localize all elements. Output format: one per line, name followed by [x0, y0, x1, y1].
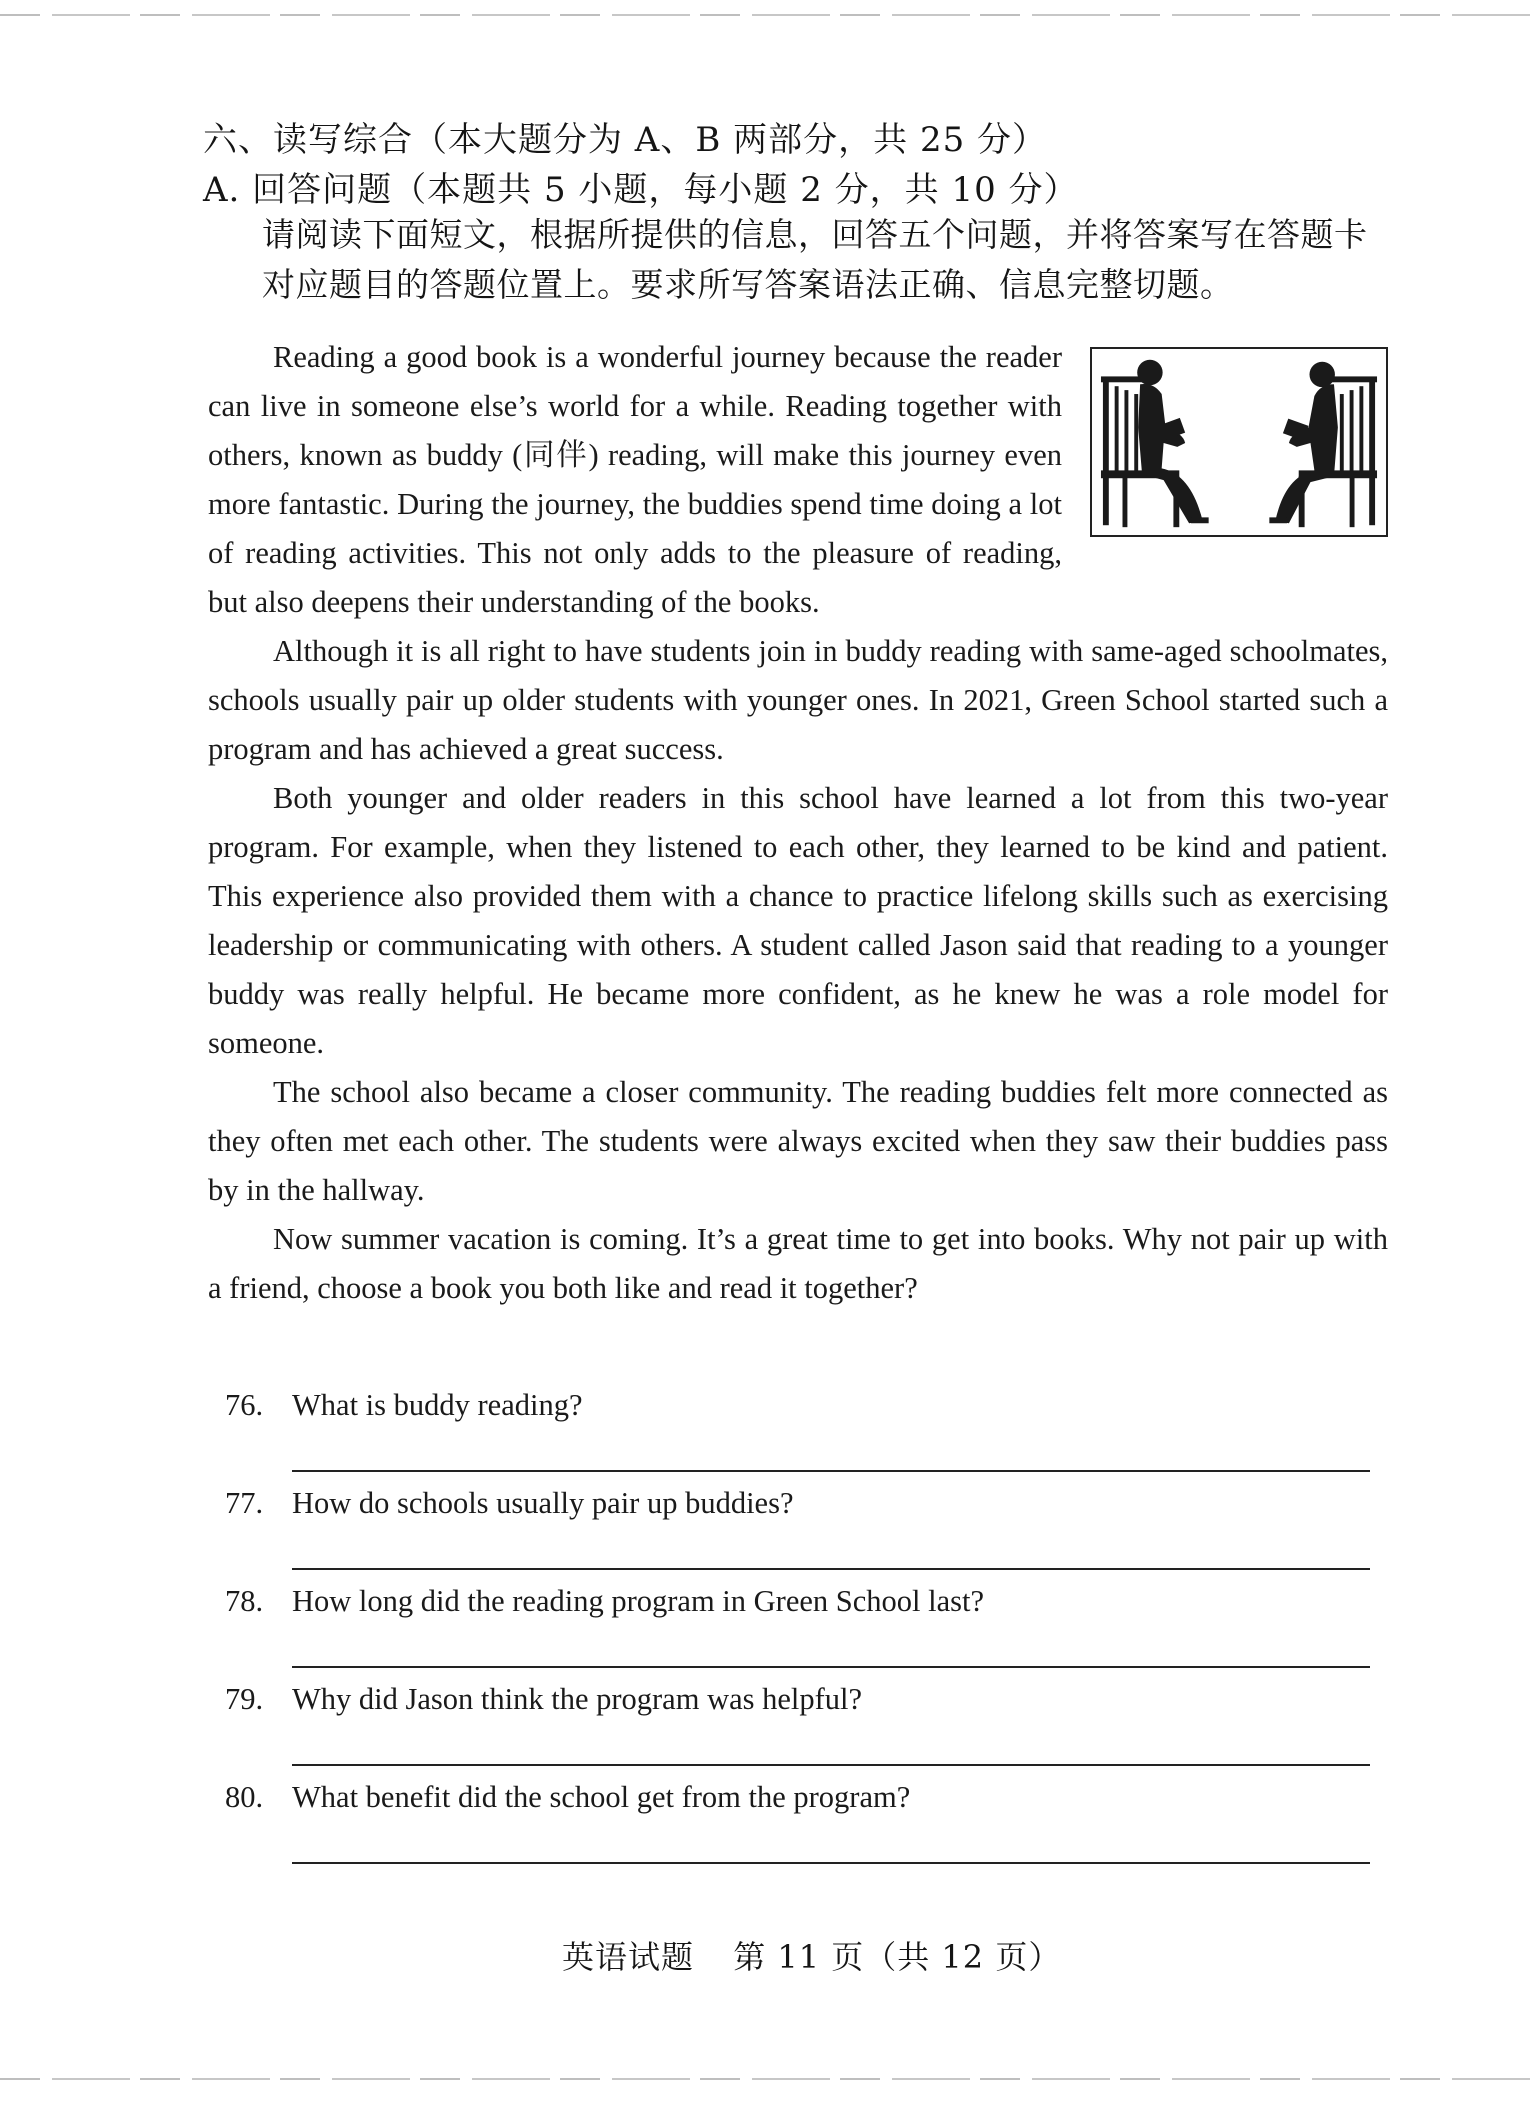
- buddy-reading-illustration: [1090, 347, 1388, 537]
- passage-paragraph-5: Now summer vacation is coming. It’s a great time to get into books. Why not pair up with a friend, choose a book you both like and read it together?: [208, 1222, 1388, 1305]
- passage-paragraph-2: Although it is all right to have students join in buddy reading with same-aged schoolmates, schools usually pair up older students with younger ones. In 2021, Green School started such a program and has achieved a great success.: [208, 634, 1388, 766]
- question-number: 77.: [225, 1486, 264, 1520]
- question-77: [220, 1486, 1380, 1584]
- instructions: 请阅读下面短文，根据所提供的信息，回答五个问题，并将答案写在答题卡对应题目的答题位置上。要求所写答案语法正确、信息完整切题。: [262, 215, 1368, 304]
- question-number: 79.: [225, 1682, 264, 1716]
- scan-edge-bottom: [0, 2078, 1535, 2080]
- question-79: [220, 1682, 1380, 1780]
- section-title: 六、读写综合（本大题分为 A、B 两部分，共 25 分）: [203, 120, 1048, 160]
- passage-paragraph-3: Both younger and older readers in this school have learned a lot from this two-year program. For example, when they listened to each other, they learned to be kind and patient. This experience also provided them with a chance to practice lifelong skills such as exercising leadership or communicating with others. A student called Jason said that reading to a younger buddy was really helpful. He became more confident, as he knew he was a role model for someone.: [208, 781, 1388, 1060]
- question-number: 80.: [225, 1780, 264, 1814]
- question-text: What is buddy reading?: [292, 1388, 583, 1422]
- reading-silhouettes-icon: [1092, 349, 1386, 535]
- question-text: How long did the reading program in Green School last?: [292, 1584, 985, 1618]
- question-list: [220, 1388, 1380, 1878]
- answer-line-76[interactable]: [292, 1470, 1370, 1472]
- passage-paragraph-4: The school also became a closer community. The reading buddies felt more connected as they often met each other. The students were always excited when they saw their buddies pass by in the hallway.: [208, 1075, 1388, 1207]
- scan-edge-top: [0, 14, 1535, 16]
- footer-subject: 英语试题: [562, 1938, 695, 1976]
- question-text: How do schools usually pair up buddies?: [292, 1486, 794, 1520]
- question-76: [220, 1388, 1380, 1486]
- question-number: 76.: [225, 1388, 264, 1422]
- passage-paragraph-1: Reading a good book is a wonderful journey because the reader can live in someone else’s world for a while. Reading together with others, known as buddy (同伴) reading, will make this journey even more fantastic. During the journey, the buddies spend time doing a lot of reading activities. This not only adds to the pleasure of reading, but also deepens their understanding of the books.: [208, 340, 1062, 619]
- question-text: Why did Jason think the program was helpful?: [292, 1682, 863, 1716]
- question-number: 78.: [225, 1584, 264, 1618]
- footer-page-info: 第 11 页（共 12 页）: [733, 1938, 1062, 1976]
- question-78: [220, 1584, 1380, 1682]
- answer-line-80[interactable]: [292, 1862, 1370, 1864]
- answer-line-77[interactable]: [292, 1568, 1370, 1570]
- reading-passage: [208, 333, 1388, 1313]
- page-footer: [562, 1932, 1089, 1978]
- question-80: [220, 1780, 1380, 1878]
- question-text: What benefit did the school get from the program?: [292, 1780, 911, 1814]
- part-title: A. 回答问题（本题共 5 小题，每小题 2 分，共 10 分）: [203, 170, 1079, 210]
- answer-line-78[interactable]: [292, 1666, 1370, 1668]
- answer-line-79[interactable]: [292, 1764, 1370, 1766]
